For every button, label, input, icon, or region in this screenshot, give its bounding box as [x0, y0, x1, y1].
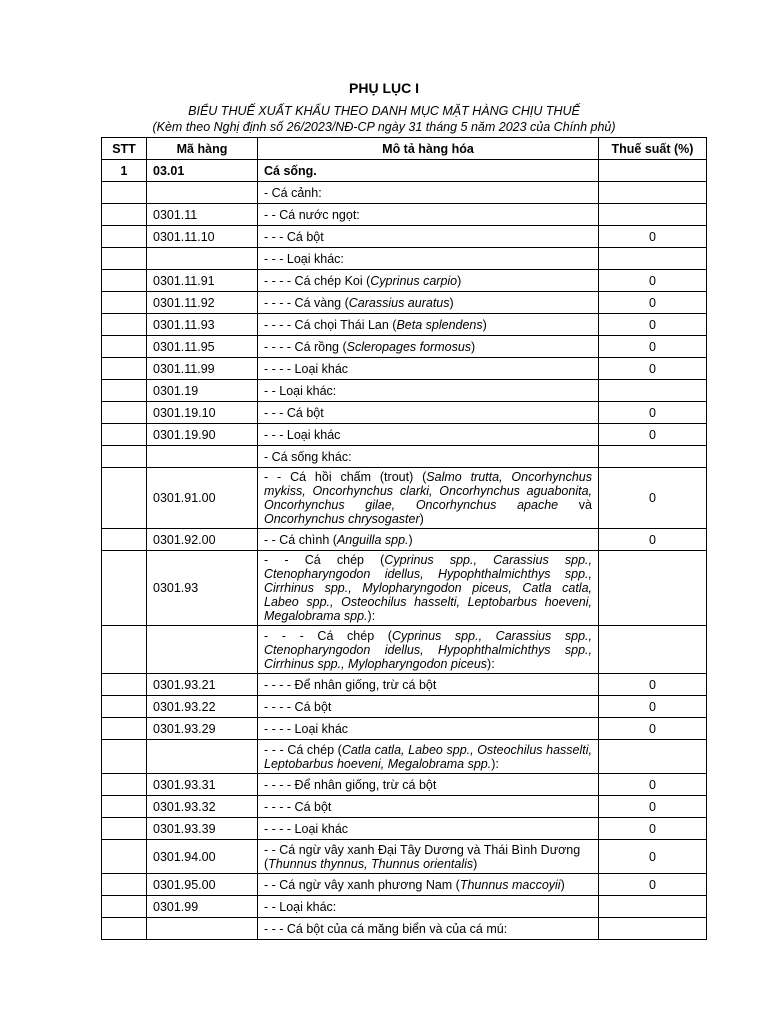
- description-text: và: [558, 498, 592, 512]
- description-cell: [258, 226, 599, 248]
- description-cell: [258, 160, 599, 182]
- description-text: - Cá cảnh:: [264, 185, 322, 200]
- stt-cell: [102, 380, 147, 402]
- hs-code-cell: 0301.99: [147, 896, 258, 918]
- column-header-code: Mã hàng: [147, 138, 258, 160]
- tax-rate-cell: 0: [599, 358, 707, 380]
- table-row: [102, 626, 707, 674]
- table-row: [102, 818, 707, 840]
- description-text: ):: [367, 609, 376, 623]
- description-cell: [258, 314, 599, 336]
- hs-code-cell: [147, 248, 258, 270]
- description-text: - - - - Loại khác: [264, 721, 349, 736]
- stt-cell: [102, 896, 147, 918]
- description-cell: [258, 696, 599, 718]
- description-text: - - Cá chình (: [264, 532, 337, 547]
- hs-code-cell: 0301.11.91: [147, 270, 258, 292]
- table-row: [102, 740, 707, 774]
- hs-code-cell: 0301.19: [147, 380, 258, 402]
- tax-rate-cell: [599, 446, 707, 468]
- tax-rate-cell: 0: [599, 840, 707, 874]
- stt-cell: [102, 796, 147, 818]
- tax-rate-cell: 0: [599, 674, 707, 696]
- hs-code-cell: 0301.11.10: [147, 226, 258, 248]
- hs-code-cell: 0301.93.21: [147, 674, 258, 696]
- description-cell: [258, 896, 599, 918]
- description-cell: [258, 358, 599, 380]
- hs-code-cell: 0301.93.39: [147, 818, 258, 840]
- description-cell: [258, 248, 599, 270]
- scientific-name: Thunnus maccoyii: [459, 877, 561, 892]
- table-header: [102, 138, 707, 160]
- tax-rate-cell: 0: [599, 336, 707, 358]
- table-row: [102, 840, 707, 874]
- description-cell: [258, 740, 599, 774]
- hs-code-cell: 0301.11.92: [147, 292, 258, 314]
- description-cell: [258, 402, 599, 424]
- stt-cell: [102, 468, 147, 529]
- hs-code-cell: [147, 918, 258, 940]
- tax-rate-cell: [599, 182, 707, 204]
- description-cell: [258, 874, 599, 896]
- scientific-name: Cyprinus carpio: [370, 273, 458, 288]
- description-text: ): [408, 532, 413, 547]
- description-cell: [258, 446, 599, 468]
- stt-cell: [102, 446, 147, 468]
- table-row: [102, 226, 707, 248]
- description-text: - - Cá chép (: [264, 553, 385, 567]
- table-row: [102, 874, 707, 896]
- description-text: ):: [491, 756, 499, 771]
- description-cell: [258, 840, 599, 874]
- description-text: - - Cá ngừ vây xanh phương Nam (: [264, 877, 460, 892]
- description-text: Cá sống.: [264, 163, 317, 178]
- hs-code-cell: 0301.11.99: [147, 358, 258, 380]
- table-row: [102, 529, 707, 551]
- scientific-name: Beta splendens: [396, 317, 483, 332]
- scientific-name: Carassius auratus: [348, 295, 450, 310]
- table-row: [102, 796, 707, 818]
- hs-code-cell: 0301.11.93: [147, 314, 258, 336]
- description-cell: [258, 626, 599, 674]
- description-text: - - Loại khác:: [264, 383, 337, 398]
- description-cell: [258, 182, 599, 204]
- stt-cell: [102, 358, 147, 380]
- table-row: [102, 446, 707, 468]
- description-text: - Cá sống khác:: [264, 449, 352, 464]
- scientific-name: Cyprinus spp., Carassius spp., Ctenopharyngodon idellus, Hypophthalmichthys spp., Cirrhinus spp., Mylopharyngodon piceus: [264, 628, 592, 671]
- description-text: - - - - Cá chọi Thái Lan (: [264, 317, 397, 332]
- stt-cell: [102, 626, 147, 674]
- hs-code-cell: 0301.95.00: [147, 874, 258, 896]
- table-row: [102, 160, 707, 182]
- description-cell: [258, 468, 599, 529]
- table-row: [102, 718, 707, 740]
- description-cell: [258, 774, 599, 796]
- stt-cell: [102, 696, 147, 718]
- stt-cell: [102, 551, 147, 626]
- hs-code-cell: [147, 182, 258, 204]
- description-cell: [258, 674, 599, 696]
- table-row: [102, 402, 707, 424]
- stt-cell: [102, 402, 147, 424]
- description-cell: [258, 380, 599, 402]
- stt-cell: [102, 529, 147, 551]
- tax-rate-cell: [599, 551, 707, 626]
- hs-code-cell: 0301.93.32: [147, 796, 258, 818]
- scientific-name: Salmo trutta, Oncorhynchus mykiss, Oncorhynchus clarki, Oncorhynchus aguabonita, Oncorhynchus gilae, Oncorhynchus apache: [264, 470, 593, 512]
- stt-cell: [102, 874, 147, 896]
- description-cell: [258, 818, 599, 840]
- tax-rate-cell: [599, 380, 707, 402]
- stt-cell: [102, 774, 147, 796]
- header-row: [102, 138, 707, 160]
- description-text: - - - - Loại khác: [264, 821, 349, 836]
- stt-cell: [102, 336, 147, 358]
- description-text: - - Cá ngừ vây xanh Đại Tây Dương và Thái Bình Dương (: [264, 842, 581, 871]
- scientific-name: Thunnus thynnus, Thunnus orientalis: [268, 856, 474, 871]
- description-text: ): [560, 877, 565, 892]
- description-text: - - - Cá bột: [264, 229, 324, 244]
- description-text: - - Loại khác:: [264, 899, 337, 914]
- description-text: - - - - Cá vàng (: [264, 295, 349, 310]
- hs-code-cell: 0301.91.00: [147, 468, 258, 529]
- hs-code-cell: 0301.93.29: [147, 718, 258, 740]
- scientific-name: Anguilla spp.: [336, 532, 409, 547]
- table-row: [102, 336, 707, 358]
- description-cell: [258, 718, 599, 740]
- description-text: - - - Cá bột: [264, 405, 324, 420]
- stt-cell: [102, 840, 147, 874]
- hs-code-cell: 03.01: [147, 160, 258, 182]
- description-text: - - - - Cá bột: [264, 699, 332, 714]
- scientific-name: Cyprinus spp., Carassius spp., Ctenopharyngodon idellus, Hypophthalmichthys spp., Cirrhinus spp., Mylopharyngodon piceus, Catla catla, Labeo spp., Osteochilus hasselti, Leptobarbus hoeveni, Megalobrama spp.: [264, 553, 593, 623]
- description-text: - - - Cá chép (: [264, 628, 392, 643]
- description-cell: [258, 270, 599, 292]
- table-row: [102, 696, 707, 718]
- decree-reference: (Kèm theo Nghị định số 26/2023/NĐ-CP ngày 31 tháng 5 năm 2023 của Chính phủ): [152, 120, 616, 134]
- tax-rate-cell: [599, 896, 707, 918]
- table-body: [102, 160, 707, 940]
- description-text: - - - Loại khác: [264, 427, 341, 442]
- table-row: [102, 204, 707, 226]
- stt-cell: [102, 740, 147, 774]
- table-row: [102, 918, 707, 940]
- table-row: [102, 774, 707, 796]
- appendix-title: PHỤ LỤC I: [349, 80, 419, 96]
- description-text: - - - - Cá bột: [264, 799, 332, 814]
- stt-cell: [102, 918, 147, 940]
- scientific-name: Oncorhynchus chrysogaster: [264, 512, 420, 526]
- tax-rate-cell: 0: [599, 226, 707, 248]
- hs-code-cell: [147, 740, 258, 774]
- table-row: [102, 292, 707, 314]
- description-cell: [258, 336, 599, 358]
- tax-rate-cell: 0: [599, 796, 707, 818]
- description-text: ): [449, 295, 454, 310]
- description-cell: [258, 551, 599, 626]
- table-row: [102, 270, 707, 292]
- tax-rate-cell: 0: [599, 529, 707, 551]
- stt-cell: [102, 204, 147, 226]
- description-text: - - - Cá chép (: [264, 742, 342, 757]
- hs-code-cell: [147, 626, 258, 674]
- table-row: [102, 674, 707, 696]
- hs-code-cell: 0301.11.95: [147, 336, 258, 358]
- description-text: - - - Loại khác:: [264, 251, 344, 266]
- column-header-stt: STT: [102, 138, 147, 160]
- tax-rate-cell: 0: [599, 270, 707, 292]
- stt-cell: [102, 674, 147, 696]
- hs-code-cell: 0301.11: [147, 204, 258, 226]
- hs-code-cell: 0301.92.00: [147, 529, 258, 551]
- tax-rate-cell: 0: [599, 718, 707, 740]
- description-cell: [258, 529, 599, 551]
- table-row: [102, 182, 707, 204]
- stt-cell: [102, 270, 147, 292]
- tax-rate-cell: [599, 626, 707, 674]
- hs-code-cell: 0301.93: [147, 551, 258, 626]
- description-text: - - - - Cá chép Koi (: [264, 273, 371, 288]
- table-row: [102, 358, 707, 380]
- tariff-table: [101, 137, 707, 940]
- tax-rate-cell: 0: [599, 292, 707, 314]
- column-header-tax-rate: Thuế suất (%): [599, 138, 707, 160]
- description-text: ): [482, 317, 487, 332]
- scientific-name: Catla catla, Labeo spp., Osteochilus hasselti, Leptobarbus hoeveni, Megalobrama spp.: [264, 742, 592, 771]
- description-text: ): [419, 512, 424, 526]
- tax-rate-cell: 0: [599, 402, 707, 424]
- stt-cell: [102, 424, 147, 446]
- description-cell: [258, 204, 599, 226]
- description-text: - - - - Cá rồng (: [264, 339, 347, 354]
- column-header-description: Mô tả hàng hóa: [258, 138, 599, 160]
- table-row: [102, 314, 707, 336]
- table-row: [102, 896, 707, 918]
- tax-rate-cell: [599, 918, 707, 940]
- tax-rate-cell: [599, 204, 707, 226]
- scientific-name: Scleropages formosus: [346, 339, 472, 354]
- description-text: ): [457, 273, 462, 288]
- description-cell: [258, 424, 599, 446]
- table-row: [102, 468, 707, 529]
- description-cell: [258, 292, 599, 314]
- document-subtitle: BIỂU THUẾ XUẤT KHẨU THEO DANH MỤC MẶT HÀNG CHỊU THUẾ: [188, 104, 580, 118]
- description-cell: [258, 796, 599, 818]
- tax-rate-cell: 0: [599, 774, 707, 796]
- stt-cell: [102, 248, 147, 270]
- table-row: [102, 248, 707, 270]
- description-text: - - Cá hồi chấm (trout) (: [264, 470, 427, 484]
- stt-cell: [102, 314, 147, 336]
- tax-rate-cell: [599, 740, 707, 774]
- table-row: [102, 380, 707, 402]
- tax-rate-cell: 0: [599, 314, 707, 336]
- description-text: - - - - Để nhân giống, trừ cá bột: [264, 777, 437, 792]
- tax-rate-cell: 0: [599, 874, 707, 896]
- stt-cell: [102, 292, 147, 314]
- tax-rate-cell: [599, 160, 707, 182]
- table-row: [102, 551, 707, 626]
- hs-code-cell: 0301.93.31: [147, 774, 258, 796]
- description-cell: [258, 918, 599, 940]
- description-text: ):: [487, 656, 495, 671]
- stt-cell: [102, 818, 147, 840]
- tax-rate-cell: 0: [599, 818, 707, 840]
- description-text: ): [473, 856, 478, 871]
- tax-rate-cell: 0: [599, 424, 707, 446]
- hs-code-cell: [147, 446, 258, 468]
- hs-code-cell: 0301.94.00: [147, 840, 258, 874]
- stt-cell: [102, 718, 147, 740]
- tax-rate-cell: 0: [599, 696, 707, 718]
- stt-cell: [102, 182, 147, 204]
- hs-code-cell: 0301.93.22: [147, 696, 258, 718]
- description-text: - - - - Để nhân giống, trừ cá bột: [264, 677, 437, 692]
- stt-cell: [102, 226, 147, 248]
- description-text: - - - - Loại khác: [264, 361, 349, 376]
- stt-cell: 1: [102, 160, 147, 182]
- description-text: ): [471, 339, 476, 354]
- tax-rate-cell: [599, 248, 707, 270]
- hs-code-cell: 0301.19.10: [147, 402, 258, 424]
- description-text: - - - Cá bột của cá măng biển và của cá mú:: [264, 921, 508, 936]
- hs-code-cell: 0301.19.90: [147, 424, 258, 446]
- description-text: - - Cá nước ngọt:: [264, 207, 360, 222]
- table-row: [102, 424, 707, 446]
- tax-rate-cell: 0: [599, 468, 707, 529]
